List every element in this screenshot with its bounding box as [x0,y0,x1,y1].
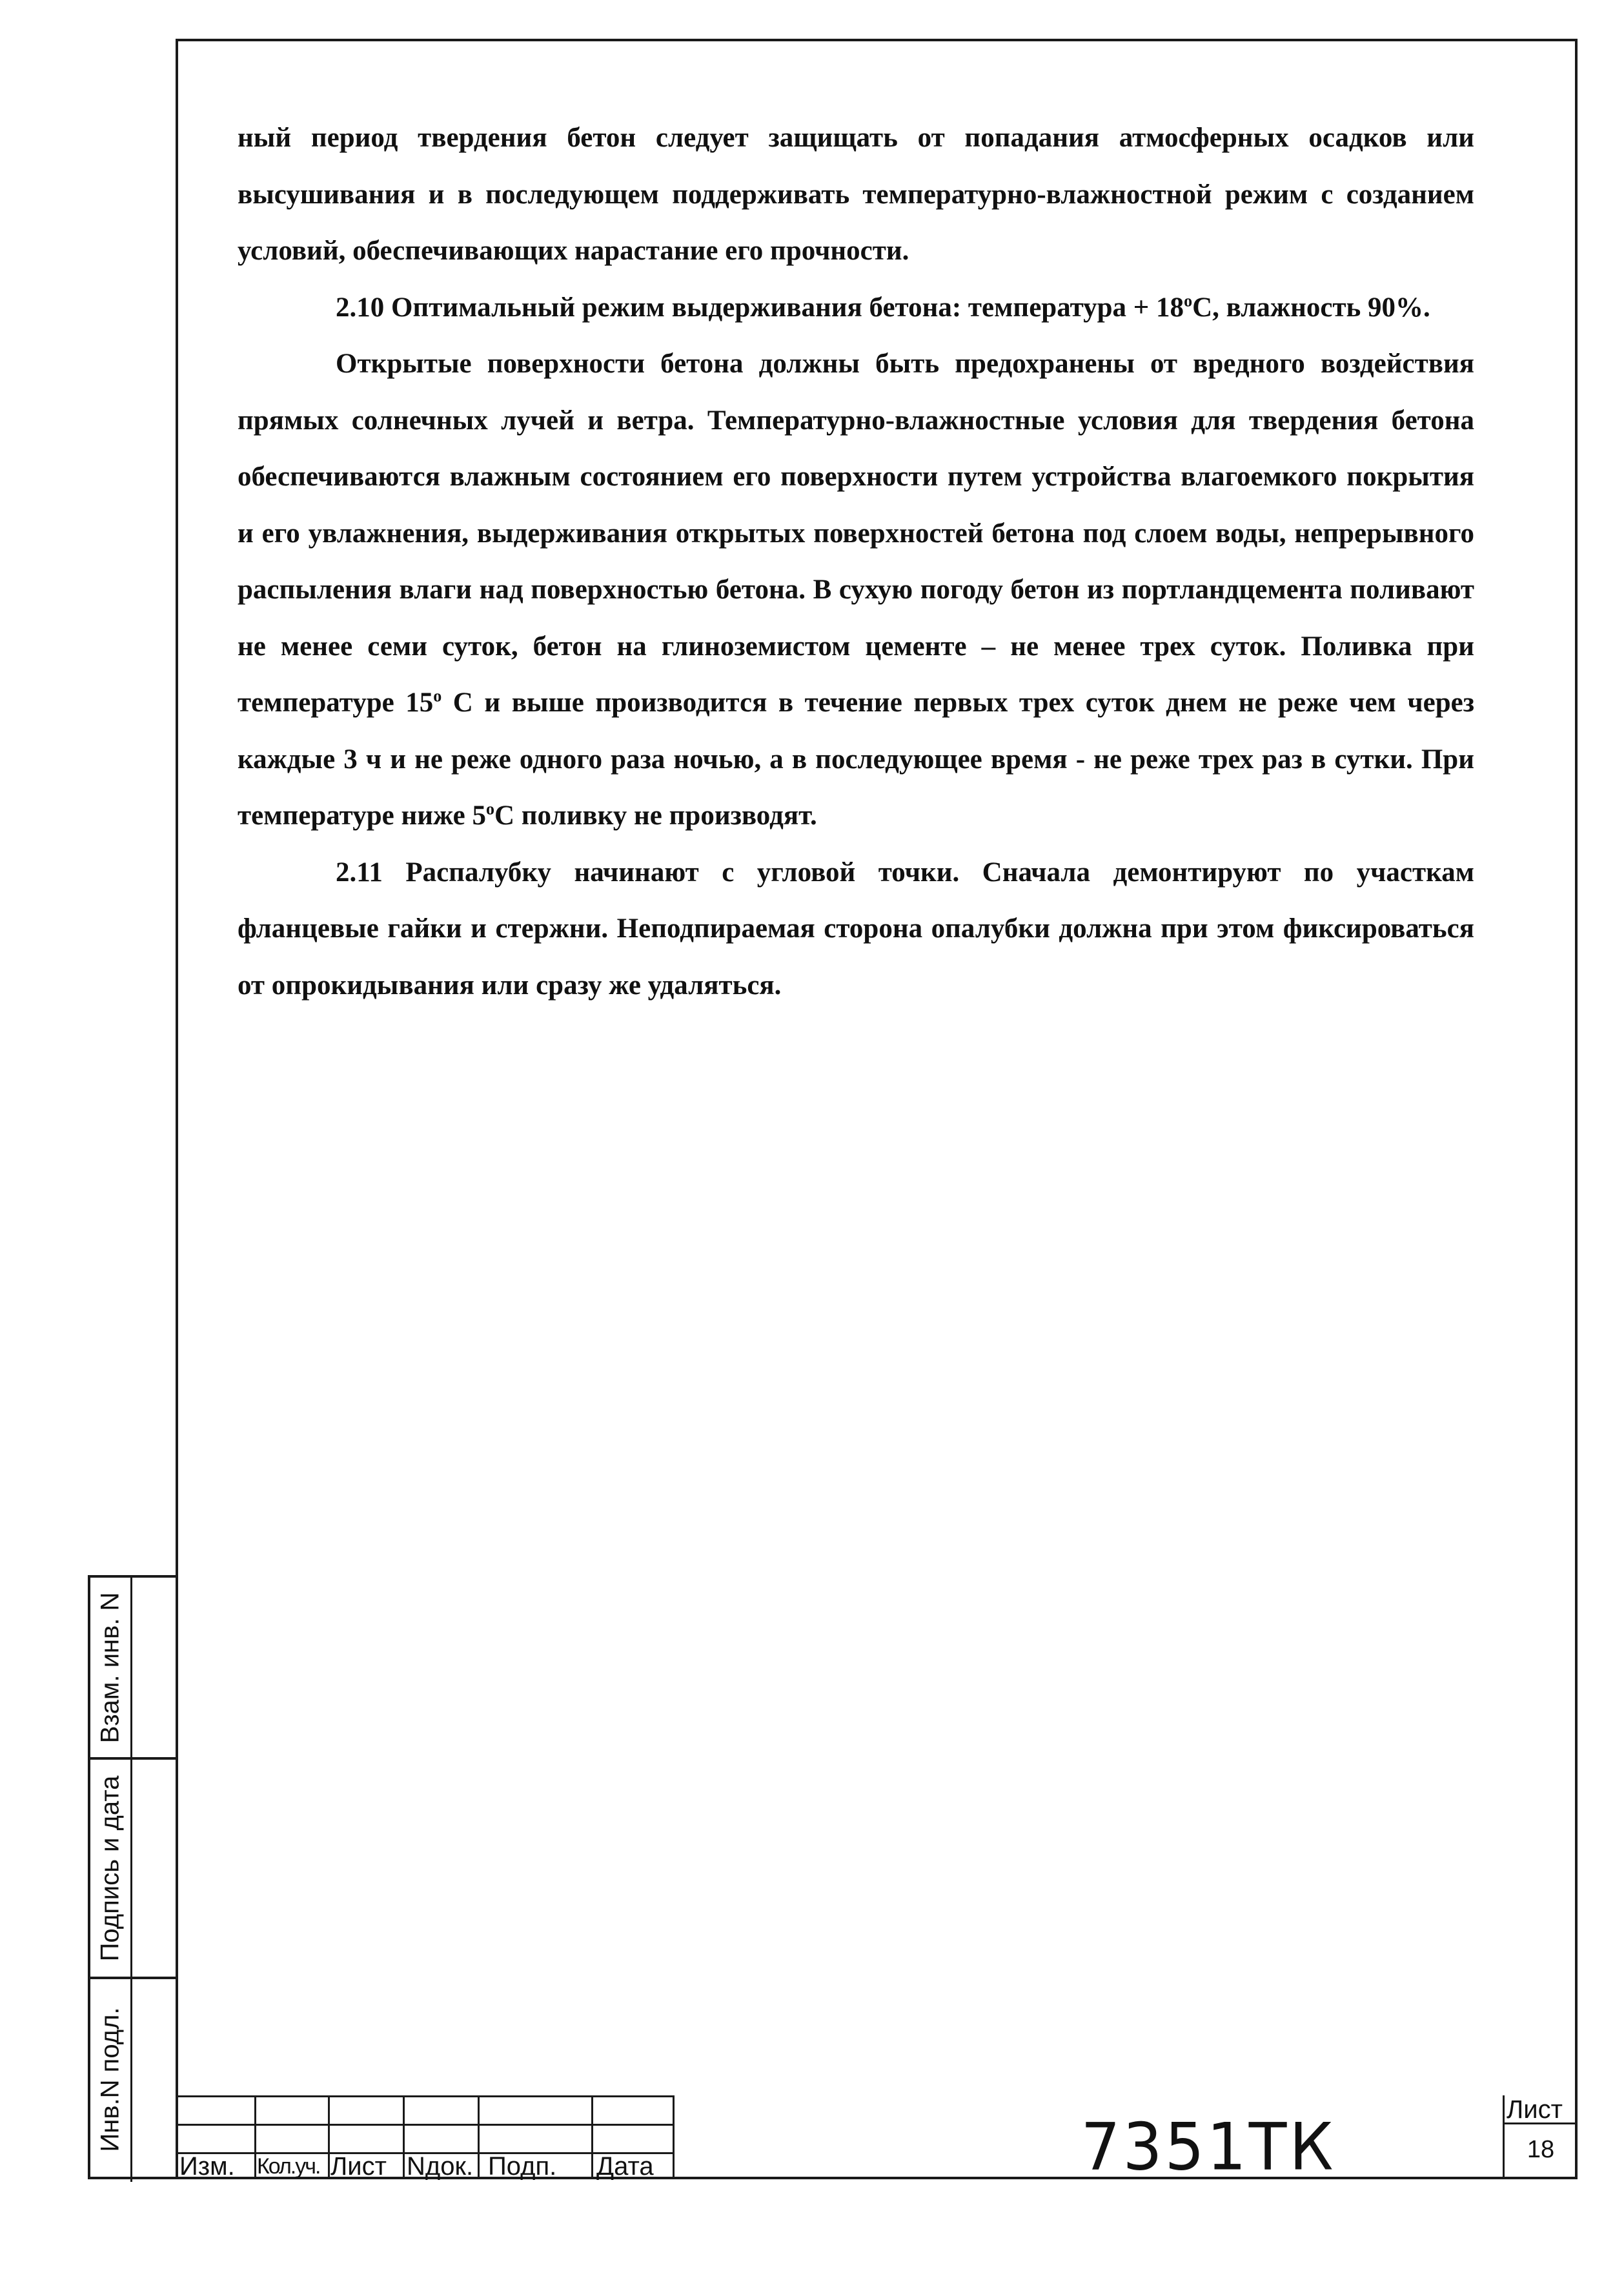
paragraph-2-text-b: С, влажность 90%. [1192,292,1430,323]
stamp-line [591,2095,593,2179]
side-label-podpis: Подпись и дата [96,1775,125,1961]
document-code: 7351ТК [1081,2109,1336,2185]
column-podp: Подп. [488,2152,557,2181]
stamp-line [673,2095,675,2179]
document-body [238,110,1474,1013]
stamp-line [176,2124,673,2126]
stamp-line [254,2095,256,2179]
paragraph-2-text-a: 2.10 Оптимальный режим выдерживания бетона: температура + 18 [336,292,1184,323]
title-block [176,2095,1578,2185]
stamp-line [176,2095,673,2097]
paragraph-3-text-b: С и выше производится в течение первых трех суток днем не реже чем через каждые 3 ч и не реже одного раза ночью, а в последующее время - не реже трех раз в сутки. При температуре ниже 5 [238,687,1474,831]
paragraph-3-text-c: С поливку не производят. [494,800,817,831]
column-data: Дата [596,2152,654,2181]
column-ndok: Nдок. [407,2152,474,2181]
paragraph-4: 2.11 Распалубку начинают с угловой точки. Сначала демонтируют по участкам фланцевые гайки и стержни. Неподпираемая сторона опалубки должна при этом фиксироваться от опрокидывания или сразу же удаляться. [238,857,1474,1001]
side-strip [88,1575,176,2179]
degree-sign: o [1184,291,1193,310]
paragraph-3 [238,336,1474,844]
degree-sign: o [433,686,442,706]
stamp-line [1503,2095,1505,2179]
column-list: Лист [330,2152,387,2181]
paragraph-2 [238,280,1474,336]
stamp-line [403,2095,405,2179]
degree-sign: o [485,799,494,819]
column-kol-uch: Кол.уч. [257,2154,320,2179]
stamp-line [328,2095,330,2179]
paragraph-3-text-a: Открытые поверхности бетона должны быть предохранены от вредного воздействия прямых солнечных лучей и ветра. Температурно-влажностные условия для твердения бетона обеспечиваются влажным состоянием его поверхности путем устройства влагоемкого покрытия и его увлажнения, выдерживания открытых поверхностей бетона под слоем воды, непрерывного распыления влаги над поверхностью бетона. В сухую погоду бетон из портландцемента поливают не менее семи суток, бетон на глиноземистом цементе – не менее трех суток. Поливка при температуре 15 [238,349,1474,718]
stamp-line [478,2095,480,2179]
side-label-vzam: Взам. инв. N [96,1592,125,1743]
sheet-number: 18 [1527,2136,1555,2163]
paragraph-1: ный период твердения бетон следует защищать от попадания атмосферных осадков или высушивания и в последующем поддерживать температурно-влажностной режим с созданием условий, обеспечивающих нарастание его прочности. [238,123,1474,266]
column-izm: Изм. [179,2152,235,2181]
side-strip-divider [130,1578,132,2182]
sheet-label: Лист [1507,2095,1563,2124]
side-label-inv: Инв.N подл. [96,2006,125,2152]
